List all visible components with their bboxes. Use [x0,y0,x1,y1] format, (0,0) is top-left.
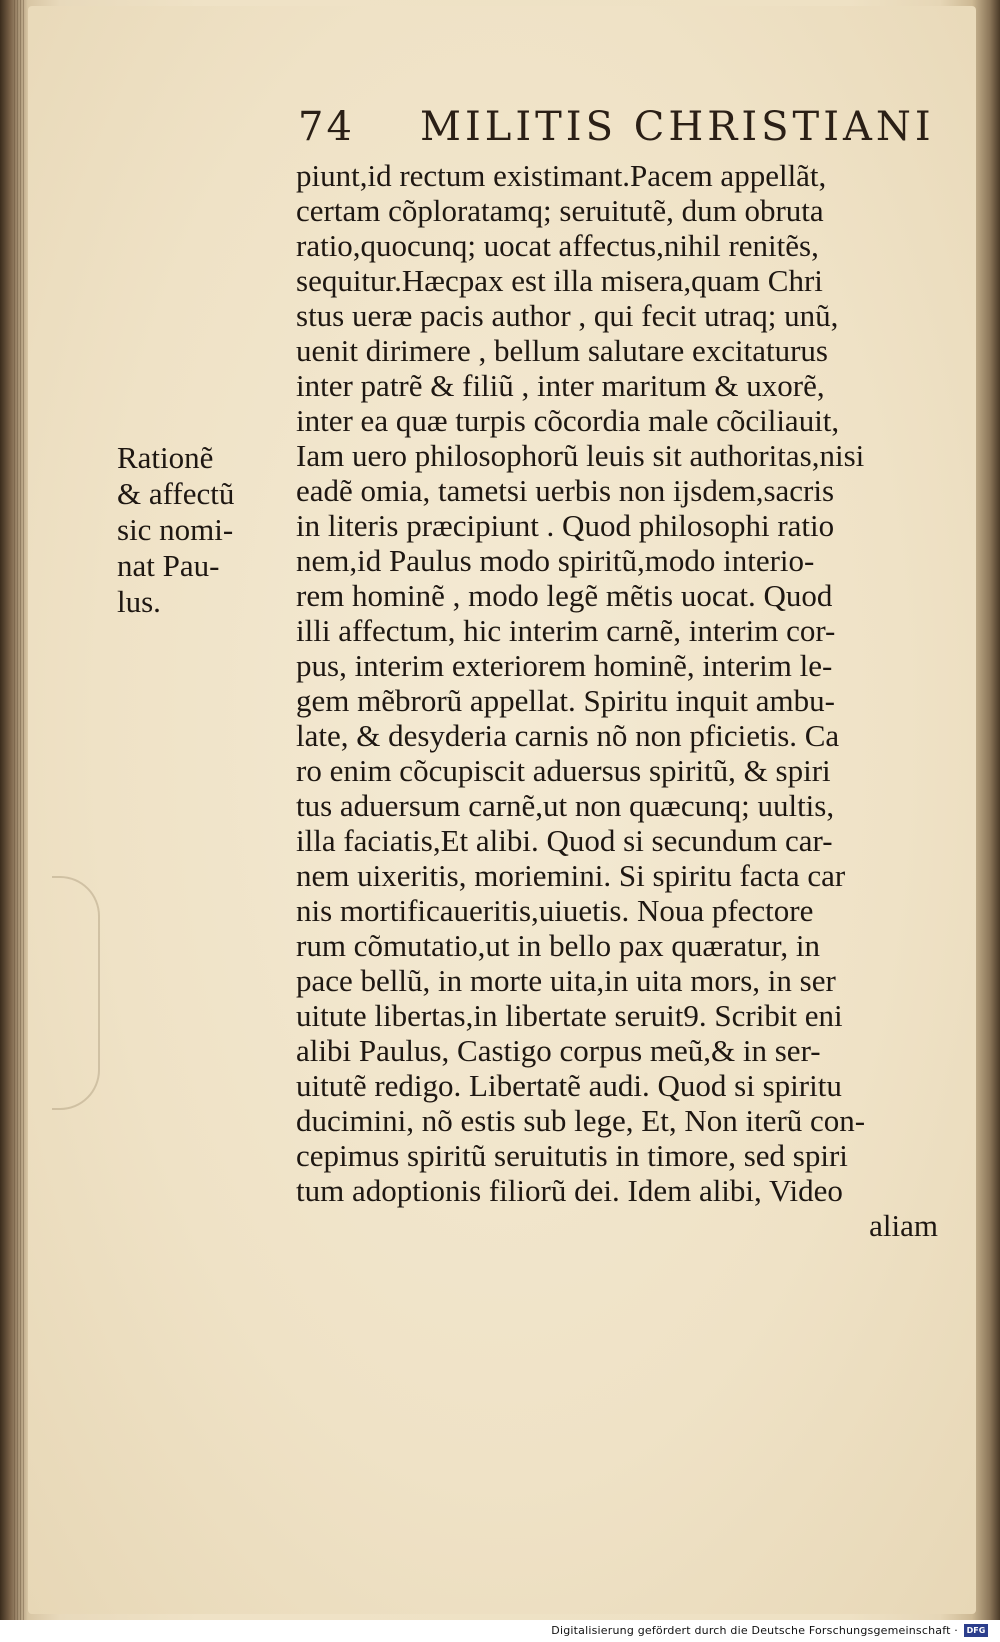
text-line: Iam uero philosophorũ leuis sit authoritas,nisi [296,438,865,473]
footer-credit: Digitalisierung gefördert durch die Deutsche Forschungsgemeinschaft · [551,1624,958,1637]
text-line: tus aduersum carnẽ,ut non quæcunq; uultis, [296,788,835,823]
text-line: gem mẽbrorũ appellat. Spiritu inquit ambu- [296,683,835,718]
text-line: stus ueræ pacis author , qui fecit utraq; unũ, [296,298,839,333]
marginal-note-line: sic nomi- [117,512,234,547]
text-line: inter patrẽ & filiũ , inter maritum & uxorẽ, [296,368,825,403]
text-line: illa faciatis,Et alibi. Quod si secundum car- [296,823,833,858]
running-title: MILITIS CHRISTIANI [420,104,935,150]
page-number: 74 [298,104,355,150]
text-line: illi affectum, hic interim carnẽ, interim cor- [296,613,836,648]
marginal-note-line: nat Pau- [117,548,220,583]
text-line: pus, interim exteriorem hominẽ, interim le- [296,648,833,683]
text-line: nem,id Paulus modo spiritũ,modo interio- [296,543,815,578]
body-text [296,158,976,1243]
text-line: uitutẽ redigo. Libertatẽ audi. Quod si spiritu [296,1068,842,1103]
text-line: pace bellũ, in morte uita,in uita mors, in ser [296,963,836,998]
text-line: ducimini, nõ estis sub lege, Et, Non iterũ con- [296,1103,866,1138]
text-line: in literis præcipiunt . Quod philosophi ratio [296,508,835,543]
text-line: nis mortificaueritis,uiuetis. Noua pfectore [296,893,814,928]
text-line: piunt,id rectum existimant.Pacem appellãt, [296,158,827,193]
text-line: alibi Paulus, Castigo corpus meũ,& in ser- [296,1033,821,1068]
catchword: aliam [869,1208,938,1243]
text-line: eadẽ omia, tametsi uerbis non ijsdem,sacris [296,473,835,508]
text-line: inter ea quæ turpis cõcordia male cõciliauit, [296,403,840,438]
text-line: nem uixeritis, moriemini. Si spiritu facta car [296,858,846,893]
text-line: sequitur.Hæcpax est illa misera,quam Chri [296,263,823,298]
marginal-note-line: & affectũ [117,476,235,511]
text-line: ro enim cõcupiscit aduersus spiritũ, & spiri [296,753,831,788]
marginal-note-line: lus. [117,584,161,619]
text-line: certam cõploratamq; seruitutẽ, dum obruta [296,193,824,228]
text-line: late, & desyderia carnis nõ non pficietis. Ca [296,718,840,753]
text-line: uitute libertas,in libertate seruit9. Scribit eni [296,998,843,1033]
text-line: tum adoptionis filiorũ dei. Idem alibi, Video [296,1173,843,1208]
text-line: ratio,quocunq; uocat affectus,nihil renitẽs, [296,228,819,263]
dfg-logo: DFG [964,1624,988,1637]
text-line: uenit dirimere , bellum salutare excitaturus [296,333,828,368]
text-line: rum cõmutatio,ut in bello pax quæratur, in [296,928,820,963]
marginal-note [117,440,277,620]
marginal-note-line: Rationẽ [117,440,214,475]
text-line: rem hominẽ , modo legẽ mẽtis uocat. Quod [296,578,833,613]
page-header [298,104,938,154]
digitization-footer [0,1620,1000,1642]
text-line: cepimus spiritũ seruitutis in timore, sed spiri [296,1138,848,1173]
page-stain [52,876,100,1110]
